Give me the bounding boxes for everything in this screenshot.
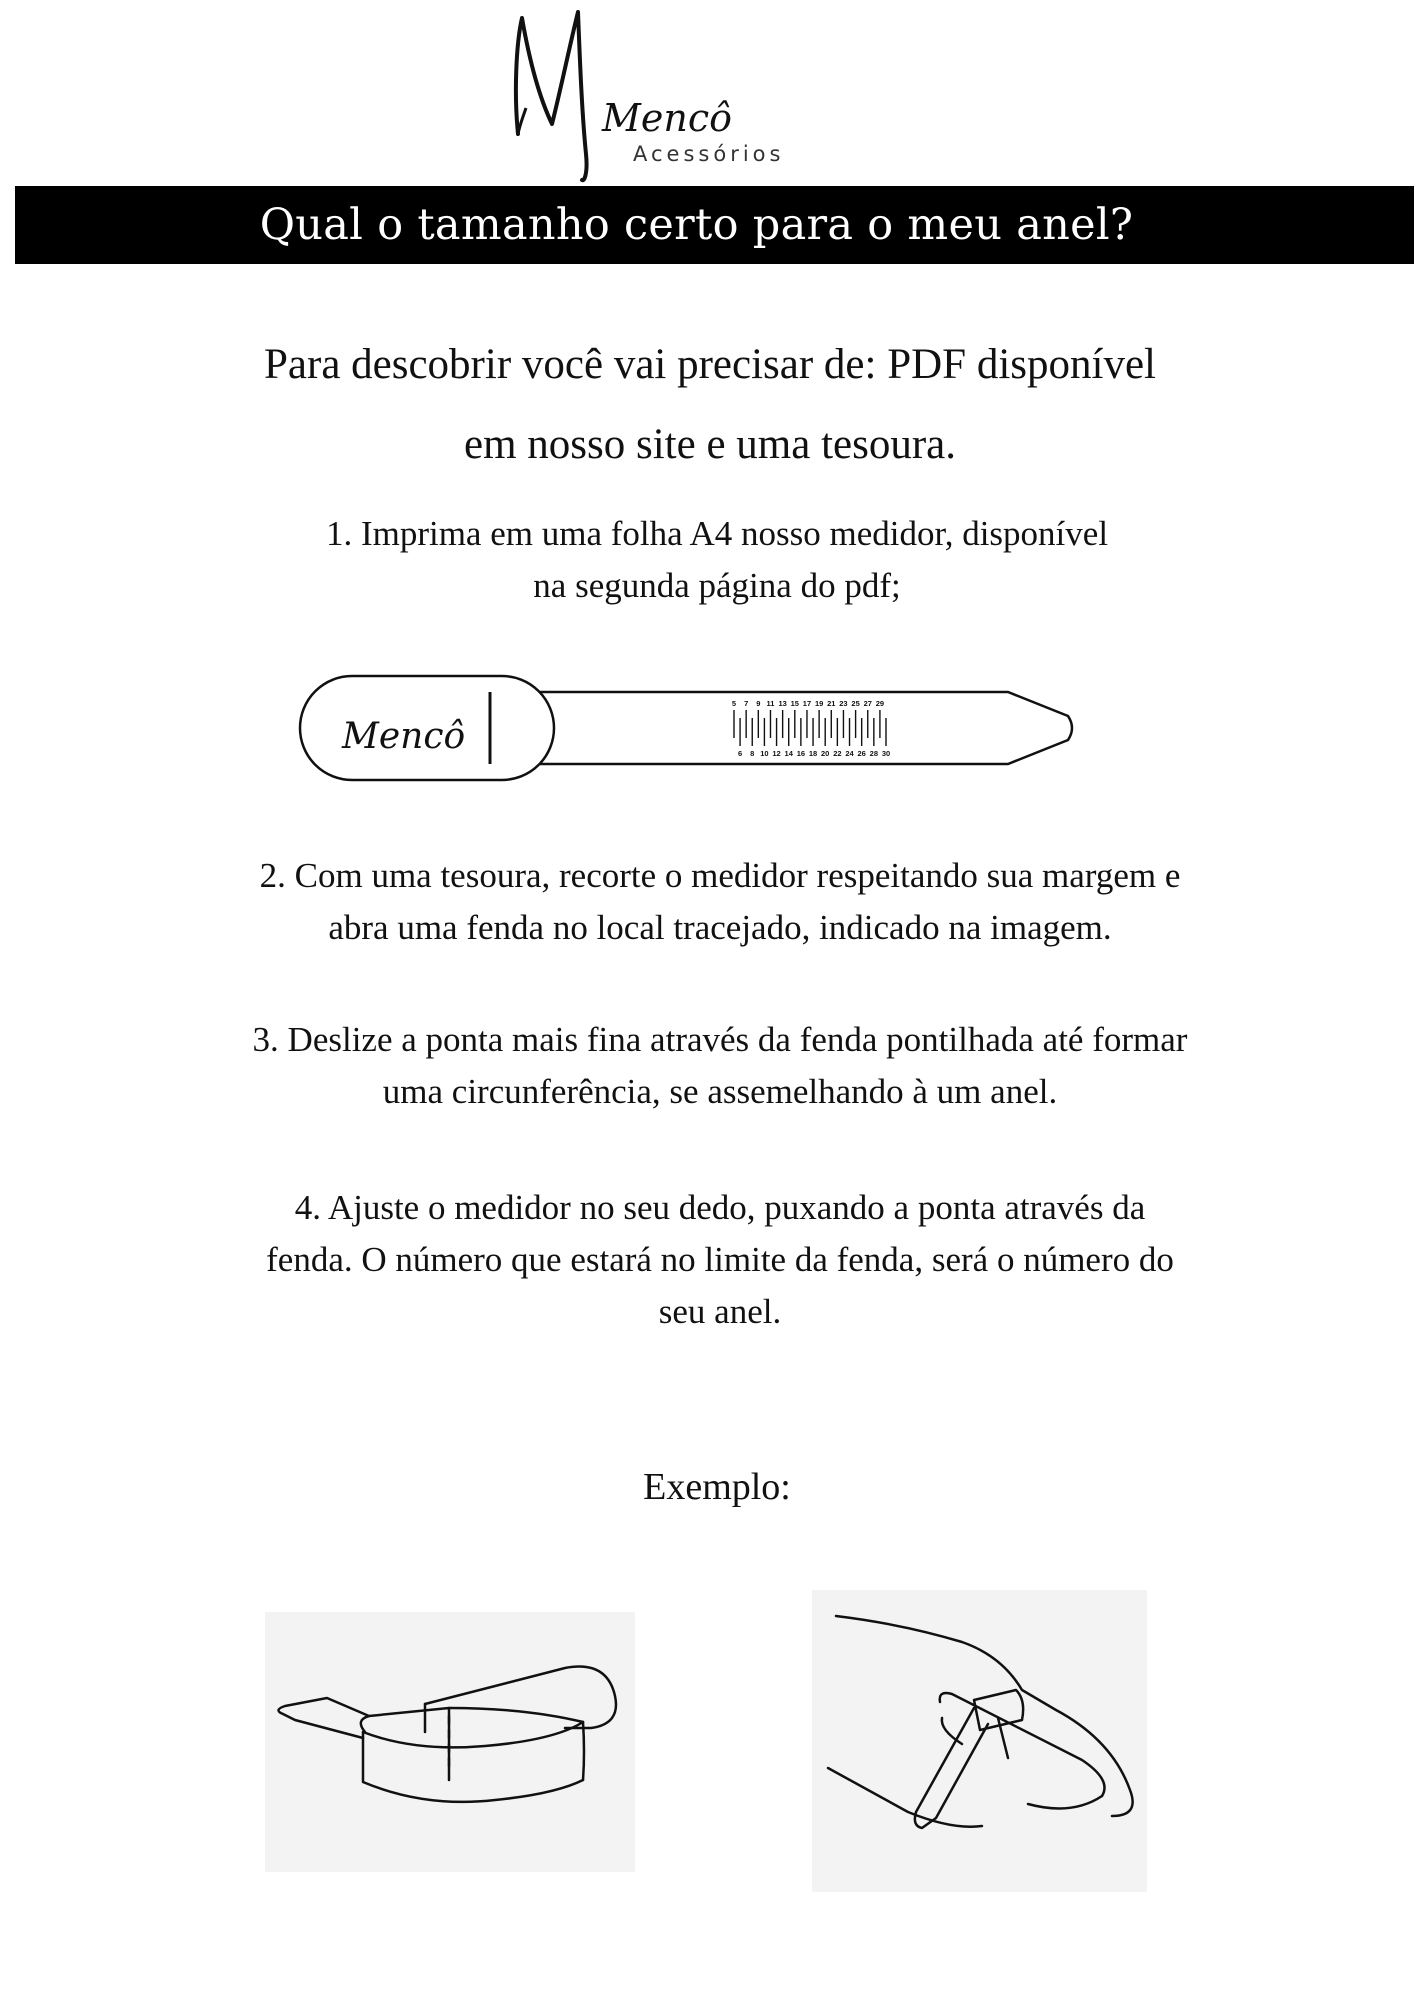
ruler-top-number: 5 xyxy=(731,699,737,708)
step-1-text: 1. Imprima em uma folha A4 nosso medidor, disponível na segunda página do pdf; xyxy=(325,514,1109,605)
ruler-bottom-number: 14 xyxy=(784,749,793,758)
ruler-bottom-number: 12 xyxy=(772,749,781,758)
ruler-bottom-number: 20 xyxy=(821,749,830,758)
step-2-text: 2. Com uma tesoura, recorte o medidor respeitando sua margem e abra uma fenda no local tracejado, indicado na imagem. xyxy=(259,856,1181,947)
ruler-bottom-number: 6 xyxy=(737,749,743,758)
brand-logo xyxy=(500,4,800,184)
ruler-bottom-number: 30 xyxy=(881,749,891,758)
ruler-top-number: 17 xyxy=(802,699,812,708)
ruler-bottom-number: 18 xyxy=(808,749,818,758)
ruler-top-number: 25 xyxy=(851,699,860,708)
example-label: Exemplo: xyxy=(643,1466,791,1508)
ruler-top-number: 9 xyxy=(756,699,761,708)
ruler-bottom-number: 24 xyxy=(845,749,854,758)
logo-subtitle: Acessórios xyxy=(633,142,785,166)
step-3-text: 3. Deslize a ponta mais fina através da fenda pontilhada até formar uma circunferência, se assemelhando à um anel. xyxy=(252,1020,1188,1111)
ruler-top-number: 21 xyxy=(827,699,836,708)
ruler-logo-text: Mencô xyxy=(342,716,466,757)
intro-text: Para descobrir você vai precisar de: PDF disponível em nosso site e uma tesoura. xyxy=(264,341,1156,468)
ruler-top-number: 23 xyxy=(839,699,848,708)
ruler-top-number: 13 xyxy=(778,699,787,708)
ruler-bottom-number: 22 xyxy=(833,749,842,758)
title-banner xyxy=(15,186,1414,264)
ruler-top-number: 19 xyxy=(814,699,824,708)
hand-illustration xyxy=(812,1590,1147,1892)
step-4-text: 4. Ajuste o medidor no seu dedo, puxando a ponta através da fenda. O número que estará no limite da fenda, será o número do seu anel. xyxy=(266,1188,1174,1331)
ring-sizer-loop-illustration xyxy=(265,1612,635,1872)
ruler-bottom-number: 26 xyxy=(857,749,866,758)
ring-sizer-strip-icon xyxy=(298,672,1082,784)
hand-with-sizer-icon xyxy=(812,1590,1147,1892)
ruler-top-number: 7 xyxy=(744,699,749,708)
page-title: Qual o tamanho certo para o meu anel? xyxy=(259,200,1134,250)
ruler-top-number: 11 xyxy=(766,699,775,708)
ruler-top-number: 15 xyxy=(790,699,799,708)
ruler-bottom-number: 8 xyxy=(750,749,755,758)
ruler-bottom-number: 16 xyxy=(796,749,806,758)
ruler-top-number: 27 xyxy=(863,699,872,708)
ruler-bottom-number: 10 xyxy=(760,749,769,758)
logo-script-text: Mencô xyxy=(602,96,733,140)
ruler-top-number: 29 xyxy=(875,699,885,708)
ruler-bottom-number: 28 xyxy=(869,749,879,758)
ring-sizer-loop-icon xyxy=(265,1612,635,1872)
